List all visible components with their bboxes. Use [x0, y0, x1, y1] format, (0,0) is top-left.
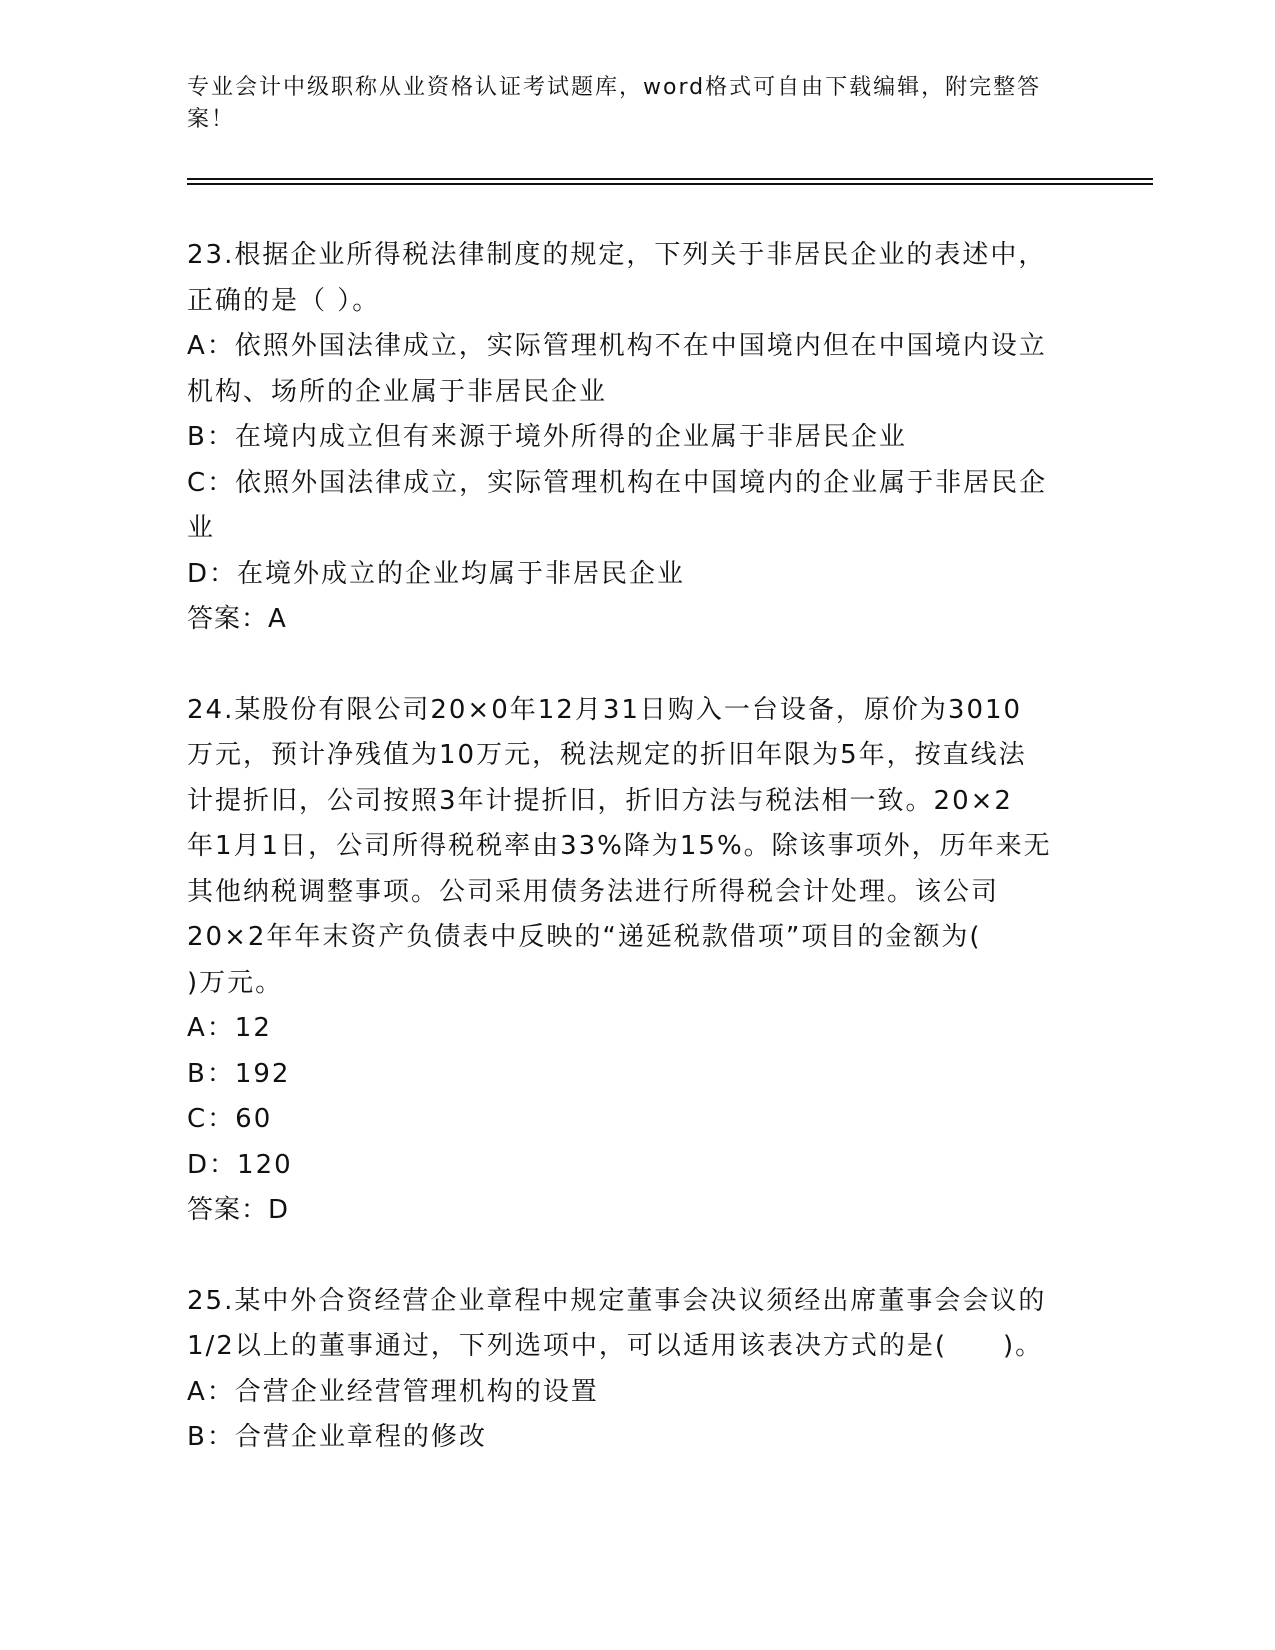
option-a: A：合营企业经营管理机构的设置	[187, 1376, 599, 1407]
page-header: 专业会计中级职称从业资格认证考试题库，word格式可自由下载编辑，附完整答案！	[187, 75, 1042, 132]
answer-label: 答案：A	[187, 604, 287, 634]
question-23	[187, 233, 1077, 643]
option-a-continued: 机构、场所的企业属于非居民企业	[187, 376, 608, 407]
question-24	[187, 688, 1077, 1234]
option-d: D：在境外成立的企业均属于非居民企业	[187, 558, 686, 589]
question-text-line: )万元。	[187, 967, 284, 998]
option-d: D：120	[187, 1149, 293, 1180]
question-list	[187, 233, 1077, 1461]
header-rule-top	[187, 178, 1153, 180]
question-text-line: 24.某股份有限公司20×0年12月31日购入一台设备，原价为3010	[187, 694, 1023, 725]
question-text-line: 正确的是（ ）。	[187, 285, 381, 316]
question-text-line: 25.某中外合资经营企业章程中规定董事会决议须经出席董事会会议的	[187, 1285, 1047, 1316]
option-b: B：在境内成立但有来源于境外所得的企业属于非居民企业	[187, 422, 907, 452]
question-text-line: 年1月1日，公司所得税税率由33%降为15%。除该事项外，历年来无	[187, 831, 1052, 861]
question-text-line: 1/2以上的董事通过，下列选项中，可以适用该表决方式的是( )。	[187, 1331, 1044, 1361]
option-b: B：192	[187, 1058, 291, 1089]
question-text-line: 万元，预计净残值为10万元，税法规定的折旧年限为5年，按直线法	[187, 740, 1027, 770]
option-c: C：60	[187, 1104, 273, 1134]
question-text-line: 其他纳税调整事项。公司采用债务法进行所得税会计处理。该公司	[187, 876, 1000, 907]
option-c-continued: 业	[187, 513, 216, 543]
question-text-line: 20×2年年末资产负债表中反映的“递延税款借项”项目的金额为(	[187, 922, 982, 952]
option-a: A：12	[187, 1013, 272, 1043]
option-c: C：依照外国法律成立，实际管理机构在中国境内的企业属于非居民企	[187, 467, 1048, 498]
question-spacer	[187, 643, 1077, 688]
option-b: B：合营企业章程的修改	[187, 1422, 487, 1452]
header-rule-bottom	[187, 183, 1153, 185]
question-spacer	[187, 1234, 1077, 1279]
question-text-line: 23.根据企业所得税法律制度的规定，下列关于非居民企业的表述中，	[187, 240, 1047, 270]
question-25	[187, 1279, 1077, 1461]
answer-label: 答案：D	[187, 1195, 290, 1225]
option-a: A：依照外国法律成立，实际管理机构不在中国境内但在中国境内设立	[187, 331, 1047, 361]
question-text-line: 计提折旧，公司按照3年计提折旧，折旧方法与税法相一致。20×2	[187, 785, 1013, 816]
